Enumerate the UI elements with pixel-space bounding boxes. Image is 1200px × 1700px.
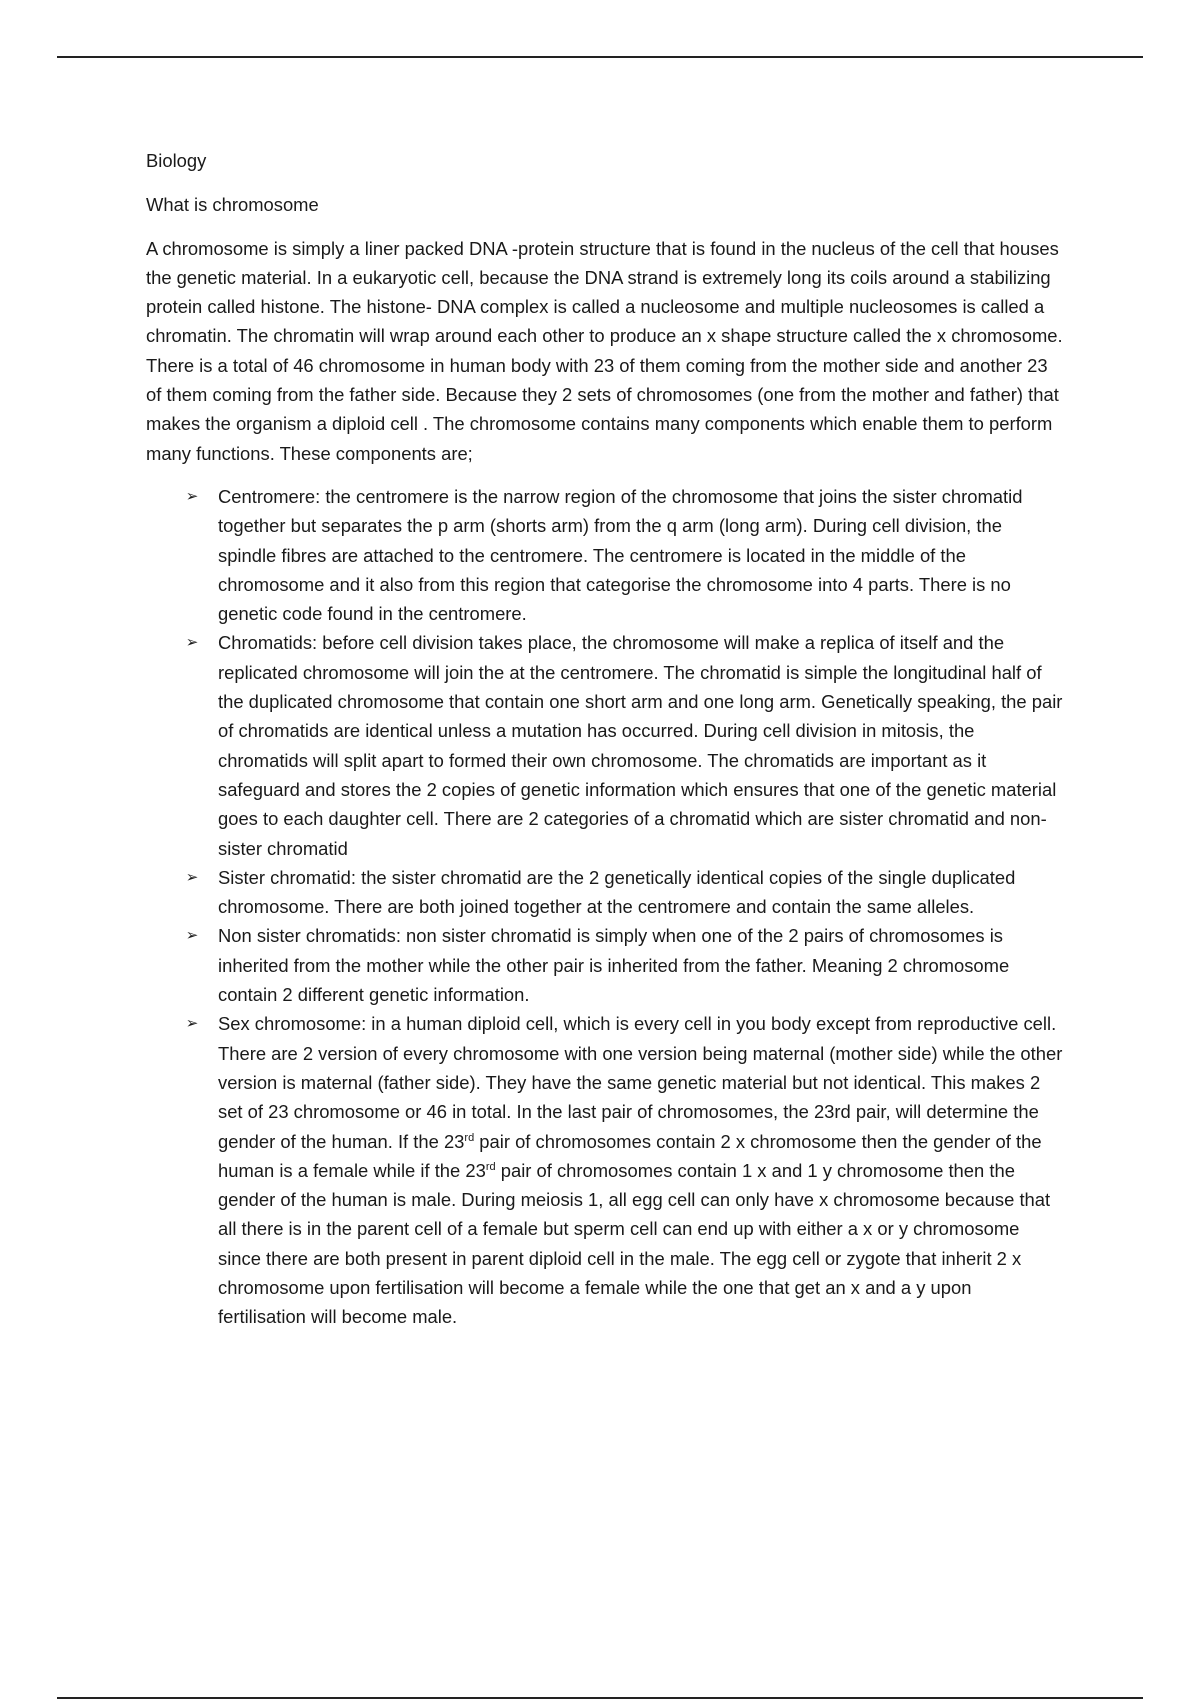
arrow-bullet-icon: ➢ bbox=[185, 926, 199, 945]
intro-paragraph: A chromosome is simply a liner packed DNA -protein structure that is found in the nucleus of the cell that houses the genetic material. In a eukaryotic cell, because the DNA strand is extremely long its coils around a stabilizing protein called histone. The histone- DNA complex is called a nucleosome and multiple nucleosomes is called a chromatin. The chromatin will wrap around each other to produce an x shape structure called the x chromosome. There is a total of 46 chromosome in human body with 23 of them coming from the mother side and another 23 of them coming from the father side. Because they 2 sets of chromosomes (one from the mother and father) that makes the organism a diploid cell . The chromosome contains many components which enable them to perform many functions. These components are; bbox=[146, 237, 1063, 464]
text-part: pair of chromosomes contain 1 x and 1 y chromosome then the gender of the human is male. During meiosis 1, all egg cell can only have x chromosome because that all there is in the parent cell of a female but sperm cell can end up with either a x or y chromosome since there are both present in parent diploid cell in the male. The egg cell or zygote that inherit 2 x chromosome upon fertilisation will become a female while the one that get an x and a y upon fertilisation will become male. bbox=[218, 1159, 1051, 1328]
components-list bbox=[146, 482, 1064, 1332]
list-item-text bbox=[218, 1013, 1062, 1327]
list-item-chromatids bbox=[146, 628, 1064, 862]
superscript: rd bbox=[464, 1131, 475, 1144]
list-item-text: Non sister chromatids: non sister chromatid is simply when one of the 2 pairs of chromosomes is inherited from the mother while the other pair is inherited from the father. Meaning 2 chromosome contain 2 different genetic information. bbox=[218, 925, 1010, 1006]
list-item-sex-chromosome bbox=[146, 1009, 1064, 1331]
list-item-text: Centromere: the centromere is the narrow region of the chromosome that joins the sister chromatid together but separates the p arm (shorts arm) from the q arm (long arm). During cell division, the spindle fibres are attached to the centromere. The centromere is located in the middle of the chromosome and it also from this region that categorise the chromosome into 4 parts. There is no genetic code found in the centromere. bbox=[218, 485, 1023, 625]
text-part: pair of chromosomes contain 2 x chromosome then the gender of the human is a female while if the 23 bbox=[218, 1130, 1042, 1181]
list-item-sister-chromatid bbox=[146, 863, 1064, 922]
document-title: What is chromosome bbox=[146, 194, 319, 216]
header-rule bbox=[57, 56, 1143, 58]
list-item-text: Chromatids: before cell division takes place, the chromosome will make a replica of itself and the replicated chromosome will join the at the centromere. The chromatid is simple the longitudinal half of the duplicated chromosome that contain one short arm and one long arm. Genetically speaking, the pair of chromatids are identical unless a mutation has occurred. During cell division in mitosis, the chromatids will split apart to formed their own chromosome. The chromatids are important as it safeguard and stores the 2 copies of genetic information which ensures that one of the genetic material goes to each daughter cell. There are 2 categories of a chromatid which are sister chromatid and non-sister chromatid bbox=[218, 632, 1063, 859]
superscript: rd bbox=[485, 1160, 496, 1173]
text-part: Sex chromosome: in a human diploid cell, which is every cell in you body except from reproductive cell. There are 2 version of every chromosome with one version being maternal (mother side) while the other version is maternal (father side). They have the same genetic material but not identical. This makes 2 set of 23 chromosome or 46 in total. In the last pair of chromosomes, the 23rd pair, will determine the gender of the human. If the 23 bbox=[218, 1013, 1063, 1152]
arrow-bullet-icon: ➢ bbox=[185, 486, 199, 505]
list-item-centromere bbox=[146, 482, 1064, 628]
arrow-bullet-icon: ➢ bbox=[185, 867, 199, 886]
arrow-bullet-icon: ➢ bbox=[185, 1014, 199, 1033]
subject-heading: Biology bbox=[146, 150, 207, 171]
arrow-bullet-icon: ➢ bbox=[185, 633, 199, 652]
list-item-text: Sister chromatid: the sister chromatid are the 2 genetically identical copies of the single duplicated chromosome. There are both joined together at the centromere and contain the same alleles. bbox=[218, 866, 1016, 918]
document-body bbox=[146, 146, 1064, 1332]
footer-rule bbox=[57, 1697, 1143, 1699]
list-item-non-sister-chromatids bbox=[146, 921, 1064, 1009]
